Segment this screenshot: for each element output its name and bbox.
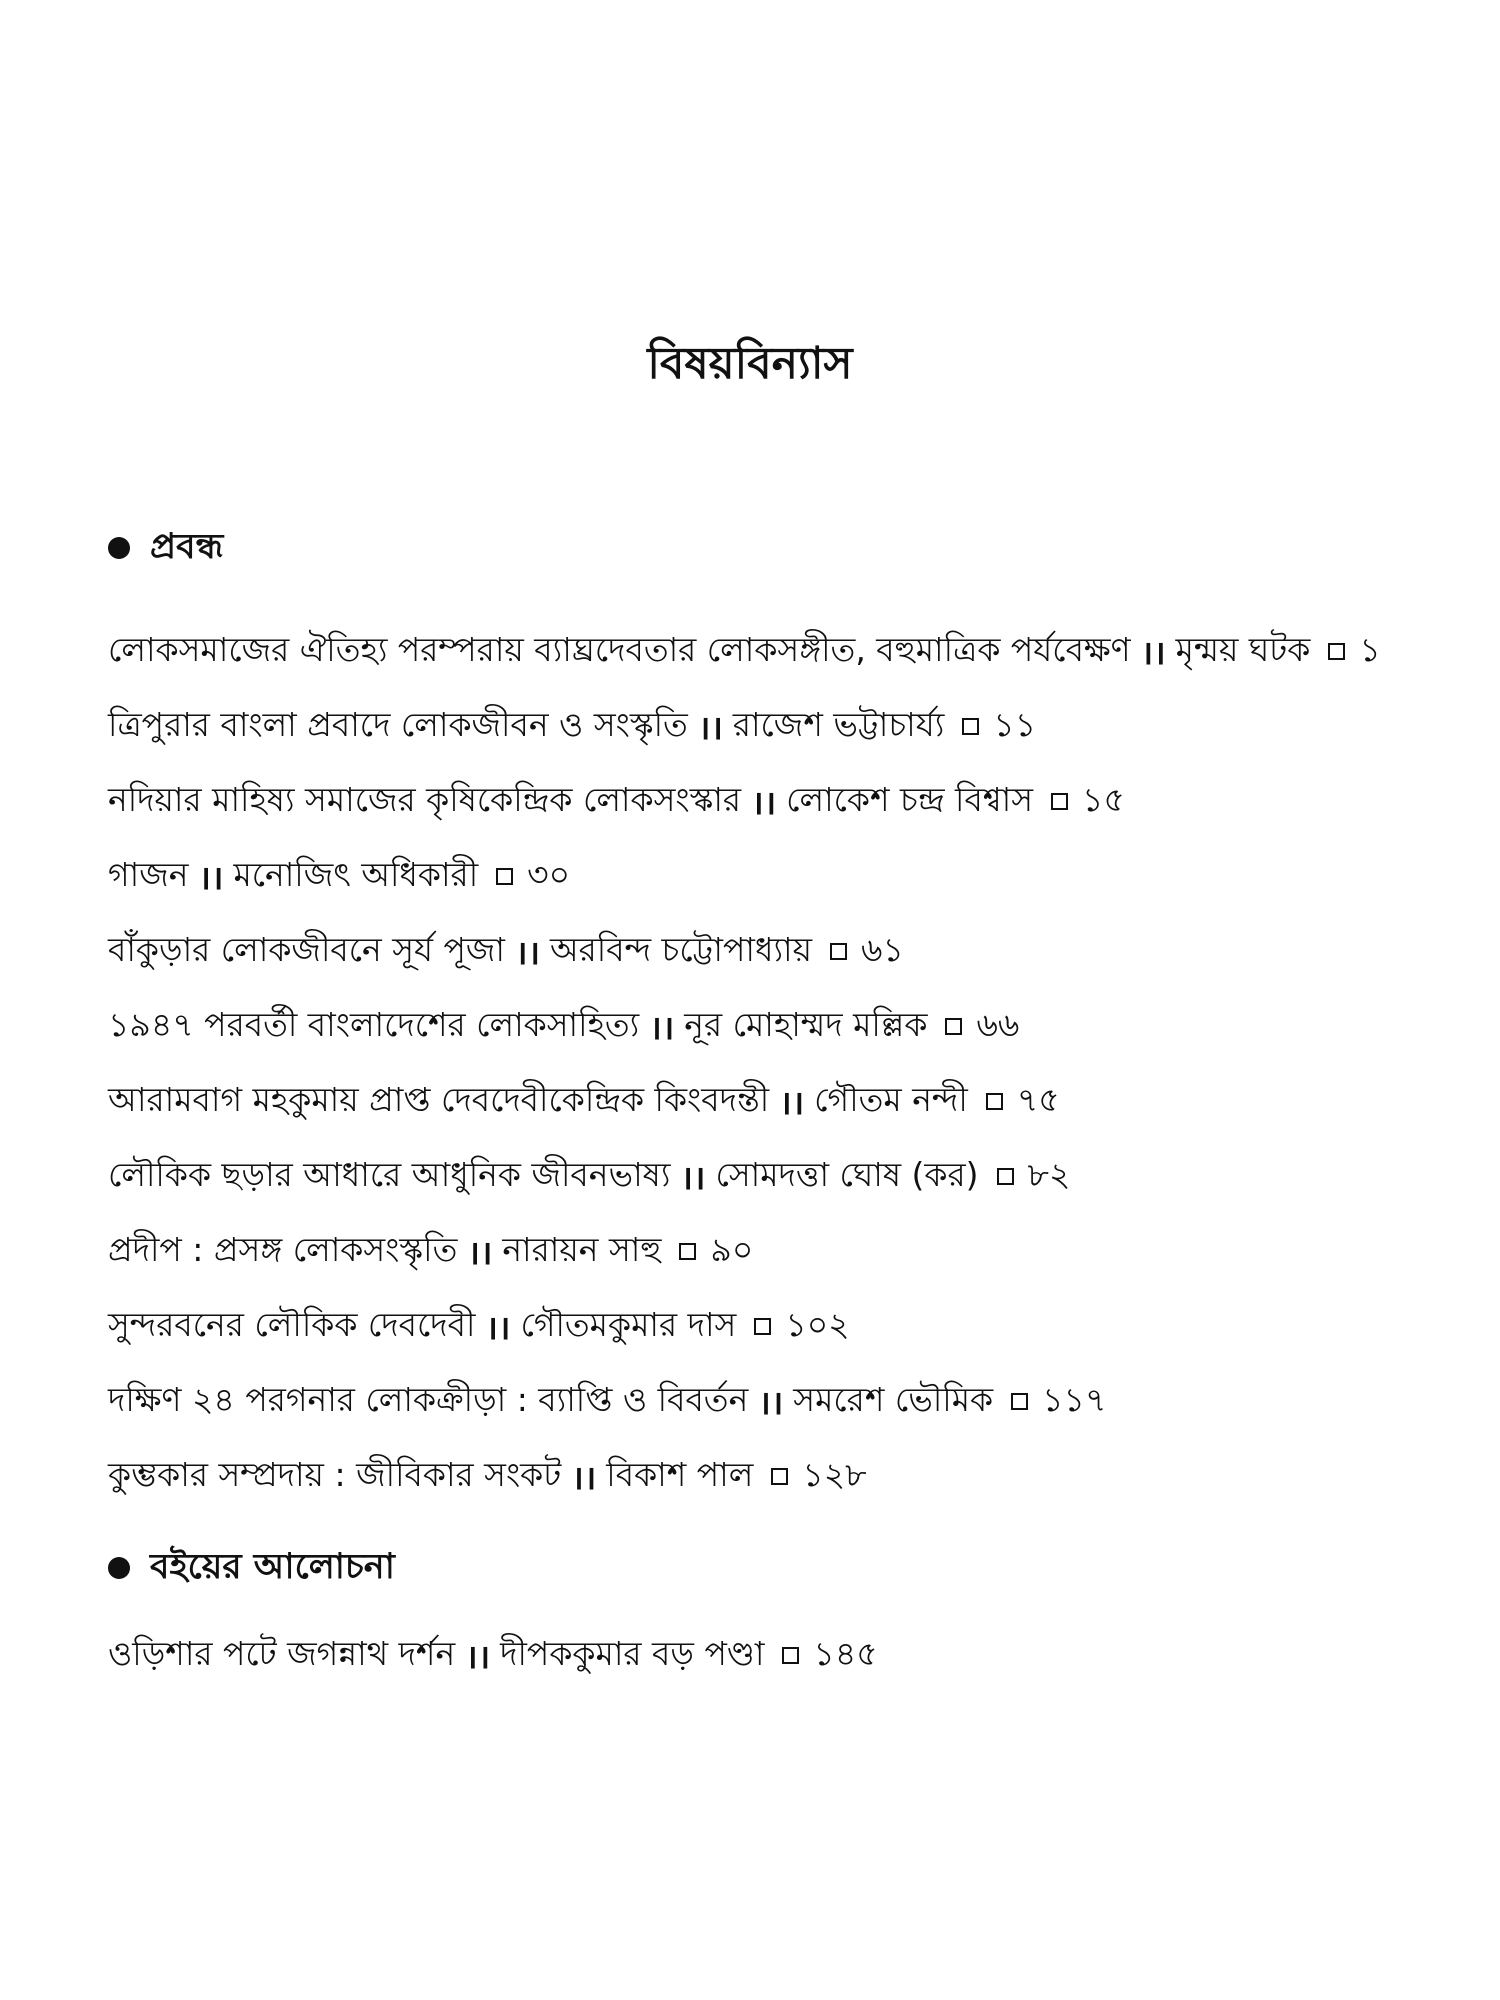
entry-separator: ।।: [1140, 633, 1166, 672]
entry-separator: ।।: [465, 1637, 491, 1676]
entry-page: ৬১: [861, 929, 904, 969]
entry-page: ৩০: [527, 854, 571, 894]
entry-page: ১০২: [785, 1304, 850, 1344]
entry-title: আরামবাগ মহকুমায় প্রাপ্ত দেবদেবীকেন্দ্রিক কিংবদন্তী: [108, 1079, 770, 1119]
entry-title: ত্রিপুরার বাংলা প্রবাদে লোকজীবন ও সংস্কৃতি: [108, 704, 688, 744]
square-bullet-icon: [771, 1468, 788, 1485]
entry-separator: ।।: [198, 858, 224, 897]
toc-entry[interactable]: [108, 1139, 1408, 1214]
section-heading: [108, 520, 1408, 576]
square-bullet-icon: [830, 943, 847, 960]
toc-entry[interactable]: [108, 764, 1408, 839]
entry-title: লৌকিক ছড়ার আধারে আধুনিক জীবনভাষ্য: [108, 1154, 671, 1194]
toc-entry[interactable]: [108, 1289, 1408, 1364]
entry-author: নারায়ন সাহু: [502, 1229, 662, 1269]
square-bullet-icon: [997, 1168, 1014, 1185]
toc-entry[interactable]: [108, 1364, 1408, 1439]
square-bullet-icon: [679, 1243, 696, 1260]
entry-author: সমরেশ ভৌমিক: [793, 1379, 994, 1419]
square-bullet-icon: [496, 868, 513, 885]
entry-page: ১৪৫: [813, 1633, 878, 1673]
entry-separator: ।।: [485, 1308, 511, 1347]
entry-page: ১: [1359, 629, 1381, 669]
entry-author: মনোজিৎ অধিকারী: [233, 854, 479, 894]
section-heading-label: বইয়ের আলোচনা: [150, 1546, 395, 1587]
entry-author: গৌতম নন্দী: [814, 1079, 968, 1119]
toc-entry[interactable]: [108, 1064, 1408, 1139]
square-bullet-icon: [754, 1318, 771, 1335]
entry-title: সুন্দরবনের লৌকিক দেবদেবী: [108, 1304, 476, 1344]
entry-page: ১৫: [1082, 779, 1125, 819]
entry-author: অরবিন্দ চট্টোপাধ্যায়: [550, 929, 813, 969]
bullet-icon: [108, 1557, 130, 1579]
entry-separator: ।।: [779, 1083, 805, 1122]
bullet-icon: [108, 537, 130, 559]
entry-title: ১৯৪৭ পরবর্তী বাংলাদেশের লোকসাহিত্য: [108, 1004, 640, 1044]
entry-author: মৃন্ময় ঘটক: [1175, 629, 1311, 669]
entry-page: ৬৬: [976, 1004, 1020, 1044]
entry-page: ৭৫: [1016, 1079, 1060, 1119]
entry-title: ওড়িশার পটে জগন্নাথ দর্শন: [108, 1633, 456, 1673]
square-bullet-icon: [1011, 1393, 1028, 1410]
square-bullet-icon: [782, 1647, 799, 1664]
entry-author: বিকাশ পাল: [606, 1454, 754, 1494]
entry-title: কুম্ভকার সম্প্রদায় : জীবিকার সংকট: [108, 1454, 562, 1494]
entry-page: ১১৭: [1042, 1379, 1107, 1419]
toc-entry[interactable]: [108, 1214, 1408, 1289]
entry-author: নূর মোহাম্মদ মল্লিক: [684, 1004, 928, 1044]
entry-author: গৌতমকুমার দাস: [520, 1304, 737, 1344]
entry-title: নদিয়ার মাহিষ্য সমাজের কৃষিকেন্দ্রিক লোকসংস্কার: [108, 779, 742, 819]
square-bullet-icon: [962, 718, 979, 735]
toc-entry[interactable]: [108, 914, 1408, 989]
entry-list: [108, 614, 1408, 1514]
entry-page: ১১: [993, 704, 1037, 744]
entry-separator: ।।: [758, 1383, 784, 1422]
square-bullet-icon: [986, 1093, 1003, 1110]
entry-list: [108, 1618, 1408, 1693]
toc-entry[interactable]: [108, 839, 1408, 914]
entry-separator: ।।: [515, 933, 541, 972]
entry-separator: ।।: [697, 708, 723, 747]
square-bullet-icon: [1051, 793, 1068, 810]
toc-entry[interactable]: [108, 689, 1408, 764]
square-bullet-icon: [945, 1018, 962, 1035]
toc-entry[interactable]: [108, 614, 1408, 689]
entry-author: দীপককুমার বড় পণ্ডা: [500, 1633, 765, 1673]
toc-entry[interactable]: [108, 989, 1408, 1064]
entry-page: ৮২: [1027, 1154, 1071, 1194]
page-title: বিষয়বিন্যাস: [647, 338, 853, 389]
toc-entry[interactable]: [108, 1439, 1408, 1514]
section-book-reviews: [108, 1540, 1408, 1693]
entry-page: ৯০: [710, 1229, 754, 1269]
entry-title: দক্ষিণ ২৪ পরগনার লোকক্রীড়া : ব্যাপ্তি ও বিবর্তন: [108, 1379, 749, 1419]
section-essays: [108, 520, 1408, 1514]
entry-page: ১২৮: [802, 1454, 867, 1494]
entry-title: প্রদীপ : প্রসঙ্গ লোকসংস্কৃতি: [108, 1229, 458, 1269]
entry-separator: ।।: [751, 783, 777, 822]
section-heading-label: প্রবন্ধ: [150, 526, 224, 567]
entry-separator: ।।: [680, 1158, 706, 1197]
entry-author: সোমদত্তা ঘোষ (কর): [715, 1154, 979, 1194]
entry-title: গাজন: [108, 854, 189, 894]
entry-author: রাজেশ ভট্টাচার্য্য: [732, 704, 945, 744]
square-bullet-icon: [1328, 643, 1345, 660]
entry-separator: ।।: [571, 1458, 597, 1497]
section-heading: [108, 1540, 1408, 1596]
toc-entry[interactable]: [108, 1618, 1408, 1693]
entry-separator: ।।: [467, 1233, 493, 1272]
entry-title: লোকসমাজের ঐতিহ্য পরম্পরায় ব্যাঘ্রদেবতার লোকসঙ্গীত, বহুমাত্রিক পর্যবেক্ষণ: [108, 629, 1131, 669]
entry-title: বাঁকুড়ার লোকজীবনে সূর্য পূজা: [108, 929, 506, 969]
entry-separator: ।।: [649, 1008, 675, 1047]
entry-author: লোকেশ চন্দ্র বিশ্বাস: [786, 779, 1034, 819]
